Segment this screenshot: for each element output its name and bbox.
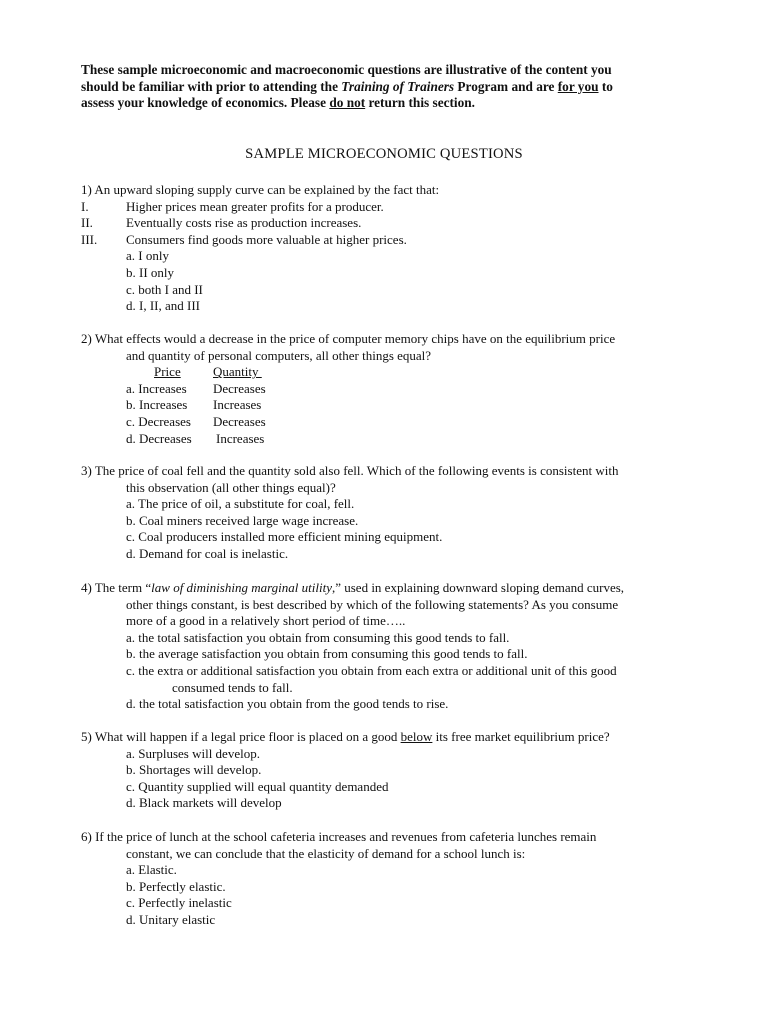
- below-emphasis: below: [400, 729, 433, 744]
- question-1: [81, 182, 701, 315]
- answer-option: c. both I and II: [126, 281, 203, 297]
- answer-option: a. I only: [126, 248, 169, 264]
- answer-option: d. Black markets will develop: [126, 795, 282, 811]
- table-row: c. Decreases Decreases: [126, 413, 266, 429]
- section-title: SAMPLE MICROECONOMIC QUESTIONS: [245, 146, 523, 162]
- answer-option: a. The price of oil, a substitute for coal, fell.: [126, 496, 355, 512]
- answer-option: d. Demand for coal is inelastic.: [126, 545, 289, 561]
- answer-option: b. Perfectly elastic.: [126, 878, 226, 894]
- table-row: d. Decreases Increases: [126, 430, 265, 446]
- question-stem: 3) The price of coal fell and the quantity sold also fell. Which of the following events is consistent with: [81, 463, 619, 478]
- question-stem: and quantity of personal computers, all other things equal?: [126, 347, 432, 363]
- answer-option: consumed tends to fall.: [172, 679, 293, 695]
- question-4: [81, 580, 701, 713]
- question-stem: 4) The term “law of diminishing marginal utility,” used in explaining downward sloping demand curves,: [81, 580, 625, 595]
- statement: III. Consumers find goods more valuable at higher prices.: [81, 231, 407, 247]
- intro-line: These sample microeconomic and macroeconomic questions are illustrative of the content you: [81, 62, 612, 77]
- question-5: [81, 729, 701, 812]
- for-you-emphasis: for you: [557, 78, 599, 94]
- intro-line: should be familiar with prior to attending the Training of Trainers Program and are for you to: [81, 78, 613, 94]
- question-stem: 5) What will happen if a legal price floor is placed on a good below its free market equilibrium price?: [81, 729, 610, 744]
- question-stem: this observation (all other things equal)?: [126, 479, 336, 495]
- intro-paragraph: [81, 62, 701, 112]
- statement: II. Eventually costs rise as production increases.: [81, 215, 362, 231]
- question-stem: 2) What effects would a decrease in the price of computer memory chips have on the equilibrium price: [81, 331, 616, 346]
- question-stem: 6) If the price of lunch at the school cafeteria increases and revenues from cafeteria lunches remain: [81, 829, 597, 844]
- intro-line: assess your knowledge of economics. Please do not return this section.: [81, 95, 475, 111]
- table-row: b. Increases Increases: [126, 397, 262, 413]
- answer-option: b. Shortages will develop.: [126, 762, 262, 778]
- question-stem: other things constant, is best described by which of the following statements? As you consume: [126, 596, 619, 612]
- table-row: a. Increases Decreases: [126, 380, 266, 396]
- answer-option: a. the total satisfaction you obtain from consuming this good tends to fall.: [126, 629, 510, 645]
- answer-option: c. Quantity supplied will equal quantity demanded: [126, 778, 389, 794]
- answer-option: d. Unitary elastic: [126, 911, 216, 927]
- answer-option: b. Coal miners received large wage increase.: [126, 512, 359, 528]
- answer-option: b. II only: [126, 264, 175, 280]
- question-stem: more of a good in a relatively short period of time…..: [126, 613, 406, 629]
- answer-option: c. the extra or additional satisfaction you obtain from each extra or additional unit of this good: [126, 662, 617, 678]
- answer-option: c. Coal producers installed more efficient mining equipment.: [126, 529, 443, 545]
- answer-option: a. Elastic.: [126, 862, 177, 878]
- question-3: [81, 463, 701, 563]
- answer-option: d. the total satisfaction you obtain from the good tends to rise.: [126, 696, 449, 712]
- table-header: Price Quantity: [154, 364, 259, 380]
- question-stem: 1) An upward sloping supply curve can be explained by the fact that:: [81, 182, 440, 197]
- program-name: Training of Trainers: [341, 78, 455, 94]
- question-stem: constant, we can conclude that the elasticity of demand for a school lunch is:: [126, 845, 526, 861]
- question-6: [81, 829, 701, 929]
- answer-option: d. I, II, and III: [126, 298, 200, 314]
- statement: I. Higher prices mean greater profits for a producer.: [81, 198, 384, 214]
- do-not-emphasis: do not: [329, 95, 366, 111]
- answer-option: b. the average satisfaction you obtain from consuming this good tends to fall.: [126, 646, 528, 662]
- term-italic: law of diminishing marginal utility: [151, 580, 332, 595]
- answer-option: a. Surpluses will develop.: [126, 745, 260, 761]
- answer-option: c. Perfectly inelastic: [126, 895, 232, 911]
- question-2: [81, 331, 701, 447]
